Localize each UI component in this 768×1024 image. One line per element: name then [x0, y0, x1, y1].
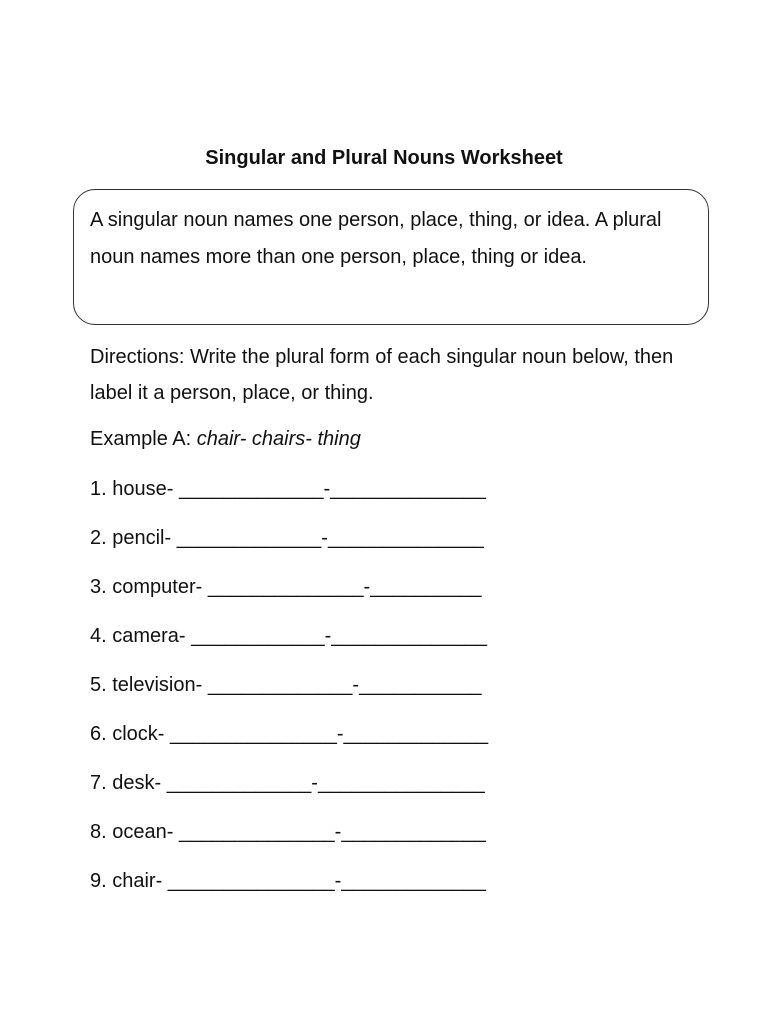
exercise-item: 3. computer- ______________-__________	[90, 576, 482, 598]
definition-box	[73, 189, 709, 325]
exercise-item: 7. desk- _____________-_______________	[90, 772, 485, 794]
example-label: Example A:	[90, 428, 197, 450]
exercise-list	[90, 475, 488, 916]
exercise-item: 4. camera- ____________-______________	[90, 625, 488, 647]
exercise-item: 5. television- _____________-___________	[90, 674, 482, 696]
exercise-item: 8. ocean- ______________-_____________	[90, 821, 486, 843]
example-answer: chair- chairs- thing	[196, 428, 361, 450]
definition-text: A singular noun names one person, place, thing, or idea. A plural noun names more than one person, place, thing or idea.	[90, 209, 662, 268]
exercise-item: 1. house- _____________-______________	[90, 478, 486, 500]
example-line	[90, 425, 361, 453]
exercise-item: 9. chair- _______________-_____________	[90, 870, 486, 892]
worksheet-title: Singular and Plural Nouns Worksheet	[205, 147, 563, 169]
exercise-item: 2. pencil- _____________-______________	[90, 527, 484, 549]
directions-text: Directions: Write the plural form of each singular noun below, then label it a person, place, or thing.	[90, 346, 674, 404]
exercise-item: 6. clock- _______________-_____________	[90, 723, 489, 745]
